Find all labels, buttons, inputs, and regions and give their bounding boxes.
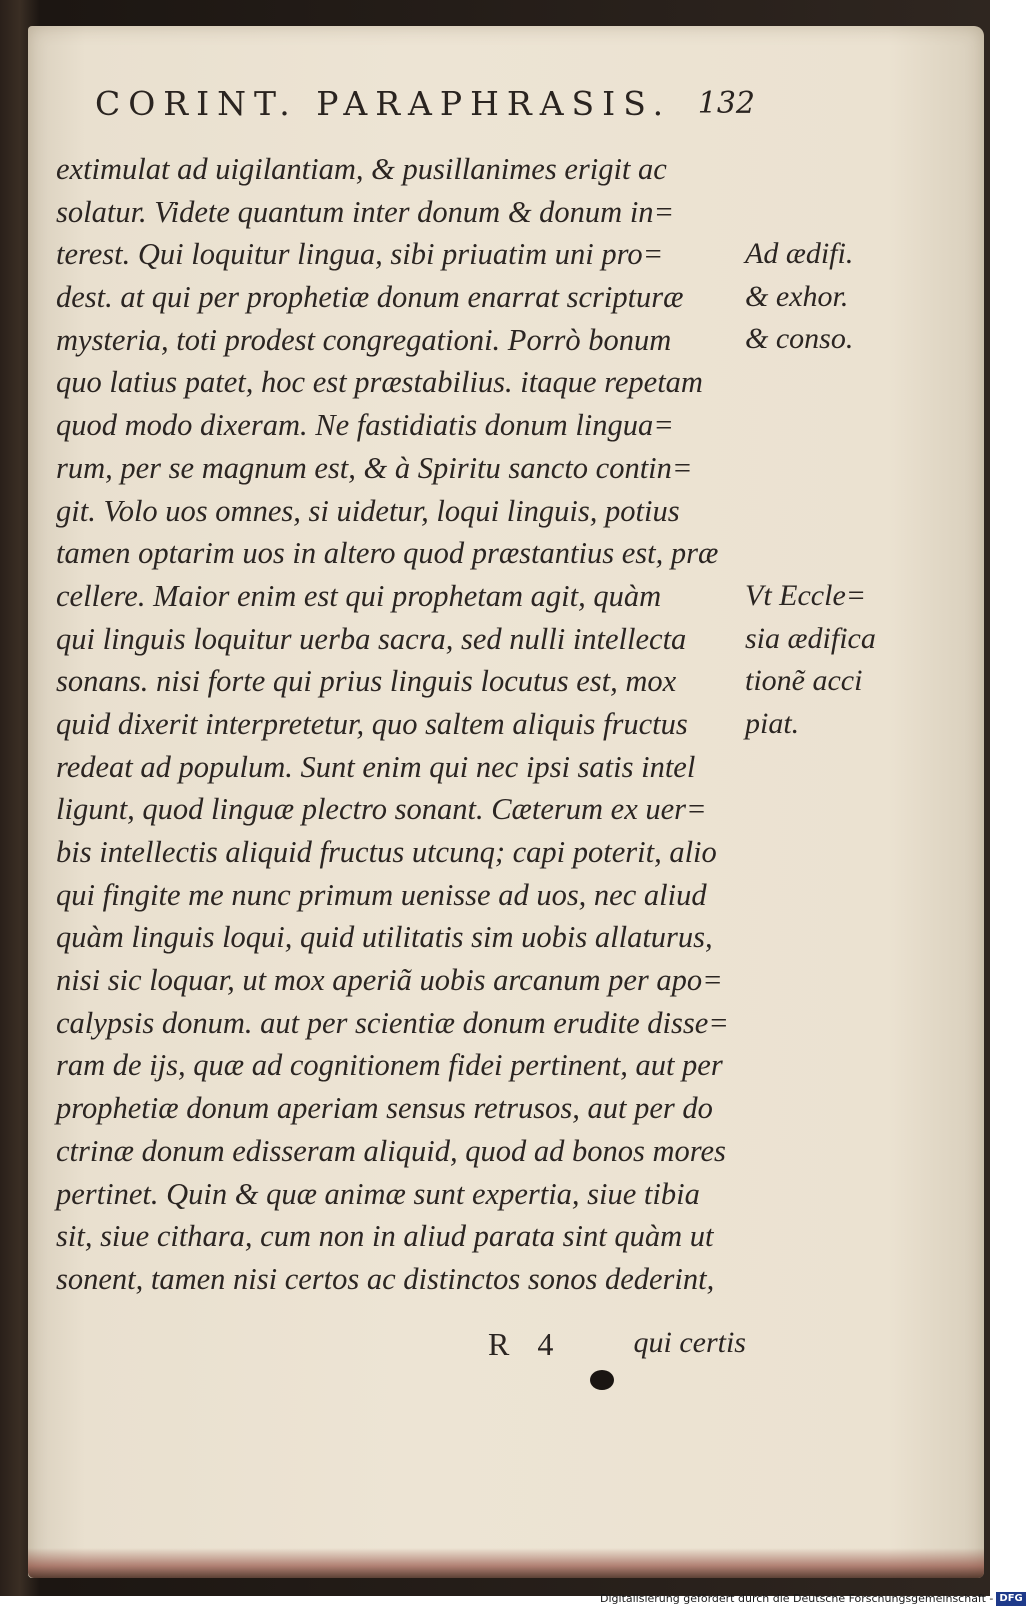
dfg-logo: DFG [996,1592,1025,1606]
margin-note-church [745,575,885,746]
margin-note-line: sia ædifica [745,621,876,655]
text-line: solatur. Videte quantum inter donum & donum in= [56,194,675,229]
text-line: mysteria, toti prodest congregationi. Porrò bonum [56,322,672,357]
text-line: nisi sic loquar, ut mox aperiã uobis arcanum per apo= [56,963,723,998]
text-line: ligunt, quod linguæ plectro sonant. Cæterum ex uer= [56,792,707,827]
text-line: qui fingite me nunc primum uenisse ad uos, nec aliud [56,877,707,912]
margin-note-line: tionẽ acci [745,664,863,698]
body-text [56,148,746,1301]
catchword: qui certis [633,1326,746,1359]
text-line: sit, siue cithara, cum non in aliud parata sint quàm ut [56,1219,714,1254]
text-line: pertinet. Quin & quæ animæ sunt expertia, siue tibia [56,1176,700,1211]
text-line: cellere. Maior enim est qui prophetam agit, quàm [56,578,662,613]
text-line: qui linguis loquitur uerba sacra, sed nulli intellecta [56,621,687,656]
running-head: CORINT. PARAPHRASIS. [95,84,672,123]
page-bottom-edge [28,1548,984,1578]
text-line: sonans. nisi forte qui prius linguis locutus est, mox [56,664,677,699]
folio-number: 132 [697,86,755,121]
margin-note-line: & exhor. [745,279,849,313]
text-line: calypsis donum. aut per scientiæ donum erudite disse= [56,1005,729,1040]
text-line: ram de ijs, quæ ad cognitionem fidei pertinent, aut per [56,1048,723,1083]
text-line: quo latius patet, hoc est præstabilius. itaque repetam [56,365,703,400]
text-line: quod modo dixeram. Ne fastidiatis donum lingua= [56,408,674,443]
margin-note-line: Vt Eccle= [745,579,867,612]
text-line: bis intellectis aliquid fructus utcunq; capi poterit, alio [56,835,717,869]
margin-note-line: & conso. [745,322,854,356]
text-line: tamen optarim uos in altero quod præstantius est, præ [56,536,719,571]
text-line: quàm linguis loqui, quid utilitatis sim uobis allaturus, [56,920,713,955]
signature-mark: R 4 [488,1326,564,1362]
credit-text: Digitalisierung gefördert durch die Deutsche Forschungsgemeinschaft - [600,1592,994,1605]
text-line: terest. Qui loquitur lingua, sibi priuatim uni pro= [56,237,664,272]
text-line: dest. at qui per prophetiæ donum enarrat scripturæ [56,280,684,315]
text-line: extimulat ad uigilantiam, & pusillanimes erigit ac [56,152,667,186]
page-header [95,84,755,140]
margin-note-line: piat. [745,707,800,741]
text-line: prophetiæ donum aperiam sensus retrusos, aut per do [56,1091,713,1126]
margin-note-line: Ad ædifi. [745,237,854,270]
page-footer [56,1326,746,1370]
text-line: ctrinæ donum edisseram aliquid, quod ad bonos mores [56,1133,726,1168]
text-line: sonent, tamen nisi certos ac distinctos sonos dederint, [56,1261,715,1296]
digitization-credit [600,1592,1023,1610]
margin-note-edification [745,233,885,361]
ink-blot [590,1370,614,1390]
text-line: redeat ad populum. Sunt enim qui nec ipsi satis intel [56,749,696,784]
text-line: quid dixerit interpretetur, quo saltem aliquis fructus [56,706,688,741]
text-line: git. Volo uos omnes, si uidetur, loqui linguis, potius [56,493,680,528]
text-line: rum, per se magnum est, & à Spiritu sancto contin= [56,450,693,485]
